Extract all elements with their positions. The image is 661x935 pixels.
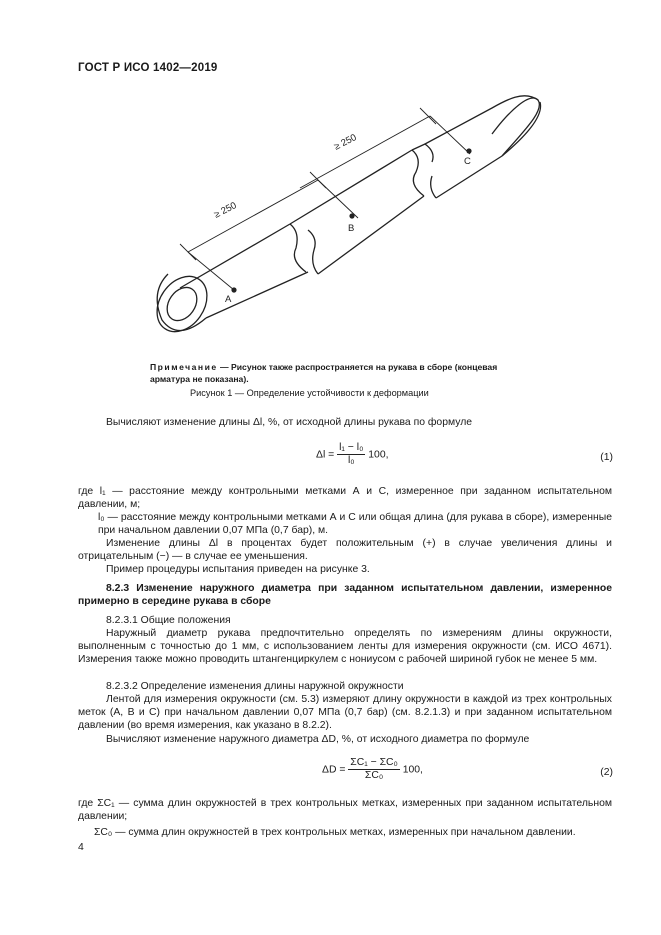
paragraph-sign: Изменение длины Δl в процентах будет положительным (+) в случае увеличения длины и отрицательным (−) — в случае ее уменьшения. — [78, 538, 612, 563]
hose-figure — [140, 92, 560, 348]
where-l1: где l₁ — расстояние между контрольными метками А и С, измеренное при заданном испытательном давлении, м; — [78, 486, 612, 511]
mark-b-label: B — [348, 223, 355, 234]
mark-b-dot — [349, 213, 354, 218]
paragraph-diameter: Наружный диаметр рукава предпочтительно определять по измерениям длины окружности, выполненным с точностью до 1 мм, с использованием ленты для измерения окружности (см. ИСО 4671). Измерения также можно проводить штангенциркулем с нониусом с рабочей шириной губок не менее 5 мм. — [78, 628, 612, 666]
where-sum-c0: ΣC₀ — сумма длин окружностей в трех контрольных метках, измеренных при начальном давлении. — [94, 827, 576, 838]
mark-c-dot — [466, 148, 471, 153]
mark-c-label: C — [464, 156, 471, 167]
formula-1: Δl = $\frac{\text{l₁ − l₀}}{\text{l₀}}$ 100, — [316, 442, 389, 466]
dimension-label-2: ≥ 250 — [332, 132, 359, 153]
where-sum-c1: где ΣC₁ — сумма длин окружностей в трех контрольных метках, измеренных при заданном испытательном давлении; — [78, 798, 612, 823]
section-8-2-3-2-heading: 8.2.3.2 Определение изменения длины наружной окружности — [106, 681, 404, 692]
page-number: 4 — [78, 842, 84, 853]
document-header: ГОСТ Р ИСО 1402—2019 — [78, 62, 218, 74]
formula-2-number: (2) — [600, 767, 613, 778]
section-8-2-3-1-heading: 8.2.3.1 Общие положения — [106, 615, 231, 626]
paragraph-diameter-formula: Вычисляют изменение наружного диаметра ΔD, %, от исходного диаметра по формуле — [106, 734, 530, 745]
section-8-2-3-heading: 8.2.3 Изменение наружного диаметра при заданном испытательном давлении, измеренное примерно в середине рукава в сборе — [78, 583, 612, 608]
mark-a-dot — [231, 287, 236, 292]
formula-1-number: (1) — [600, 452, 613, 463]
figure-note: Примечание — Рисунок также распространяется на рукава в сборе (концевая арматура не показана). — [150, 362, 498, 384]
formula-2: ΔD = $\frac{\text{ΣC₁ − ΣC₀}}{\text{ΣC₀}}$ 100, — [322, 757, 423, 781]
paragraph-circumference: Лентой для измерения окружности (см. 5.3) измеряют длину окружности в каждой из трех контрольных меток (А, В и С) при начальном давлении 0,07 МПа (0,7 бар) (см. 8.2.1.3) и при заданном испытательном давлении (во время измерения, как указано в 8.2.2). — [78, 694, 612, 732]
paragraph-length-change: Вычисляют изменение длины Δl, %, от исходной длины рукава по формуле — [106, 417, 473, 428]
paragraph-example: Пример процедуры испытания приведен на рисунке 3. — [106, 564, 370, 575]
where-l0: l₀ — расстояние между контрольными метками А и С или общая длина (для рукава в сборе), измеренные при начальном давлении 0,07 МПа (0,7 бар), м. — [98, 512, 612, 537]
figure-caption: Рисунок 1 — Определение устойчивости к деформации — [190, 388, 429, 398]
dimension-label-1: ≥ 250 — [212, 200, 239, 221]
mark-a-label: A — [225, 294, 232, 305]
